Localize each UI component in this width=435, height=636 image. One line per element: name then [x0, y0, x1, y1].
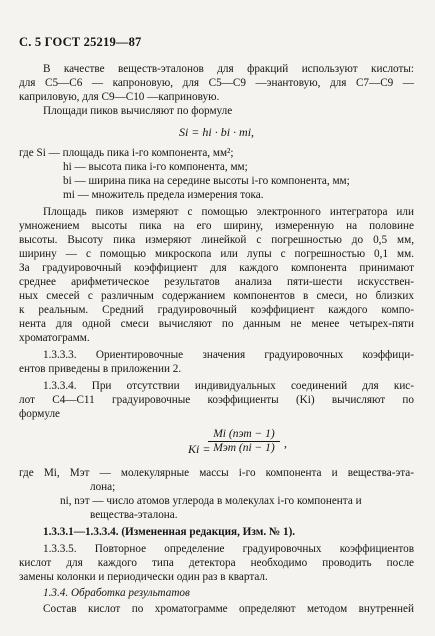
where-line: вещества-эталона.: [90, 509, 178, 521]
text-line: Площади пиков вычисляют по формуле: [43, 105, 233, 117]
text-line: Состав кислот по хроматограмме определяют методом внутренней: [43, 603, 414, 615]
text-line: среднее арифметическое результатов анализа пяти-шести искусствен-: [19, 276, 414, 288]
text-line: нента для одной смеси вычисляют по данным не менее четырех-пяти: [19, 318, 414, 330]
text-line: хроматограмм.: [19, 332, 90, 344]
text-line: лот C4—C11 градуировочные коэффициенты (Ki) вычисляют по: [19, 394, 414, 406]
where-line: mi — множитель предела измерения тока.: [63, 189, 264, 201]
text-line: 1.3.3.5. Повторное определение градуировочных коэффициентов: [43, 543, 414, 555]
formula-area: Si = hi · bi · mi,: [178, 125, 255, 139]
text-line: умножением высоты пика на его ширину, измеренную на половине: [19, 220, 414, 232]
text-line: ных смесей с различным содержанием компонентов в смеси, но близких: [19, 290, 414, 302]
text-line: каприловую, для C9—C10 —каприновую.: [19, 91, 220, 103]
where-line: лона;: [90, 481, 116, 493]
page-header: С. 5 ГОСТ 25219—87: [19, 35, 142, 49]
where-line: ni, nэт — число атомов углерода в молекулах i-го компонента и: [60, 495, 362, 507]
text-line: для C5—C6 — капроновую, для C5—C9 —энантовую, для C7—C9 —: [19, 77, 414, 89]
text-line: формуле: [19, 408, 60, 420]
formula-numerator: Mi (nэт − 1): [208, 428, 280, 442]
where-line: где Mi, Mэт — молекулярные массы i-го компонента и вещества-эта-: [19, 467, 414, 479]
where-line: hi — высота пика i-го компонента, мм;: [63, 161, 248, 173]
formula-denominator: Mэт (ni − 1): [213, 442, 275, 454]
text-line: За градуировочный коэффициент для каждого компонента принимают: [19, 262, 414, 274]
where-line: bi — ширина пика на середине высоты i-го компонента, мм;: [63, 175, 350, 187]
formula-fraction: [208, 428, 280, 454]
where-line: где Si — площадь пика i-го компонента, мм²;: [19, 147, 234, 159]
text-line: 1.3.3.3. Ориентировочные значения градуировочных коэффици-: [43, 349, 414, 361]
text-line: В качестве веществ-эталонов для фракций используют кислоты:: [43, 63, 414, 75]
text-line: ентов приведены в приложении 2.: [19, 363, 182, 375]
section-heading: 1.3.4. Обработка результатов: [43, 587, 190, 599]
text-line: высоты. Высоту пика измеряют линейкой с погрешностью до 0,5 мм,: [19, 234, 414, 246]
text-line: к реальным. Средний градуировочный коэффициент каждого компо-: [19, 304, 414, 316]
formula-lhs: Ki =: [188, 442, 211, 456]
text-line: Площадь пиков измеряют с помощью электронного интегратора или: [43, 206, 414, 218]
formula-comma: ,: [284, 436, 287, 450]
text-line: замены колонки и периодически один раз в квартал.: [19, 571, 268, 583]
text-line: 1.3.3.4. При отсутствии индивидуальных соединений для кис-: [43, 380, 414, 392]
text-line: кислот для каждого типа детектора необходимо проводить после: [19, 557, 414, 569]
amendment-line: 1.3.3.1—1.3.3.4. (Измененная редакция, Изм. № 1).: [43, 526, 296, 538]
text-line: ширину — с помощью микроскопа или лупы с погрешностью 0,1 мм.: [19, 248, 414, 260]
